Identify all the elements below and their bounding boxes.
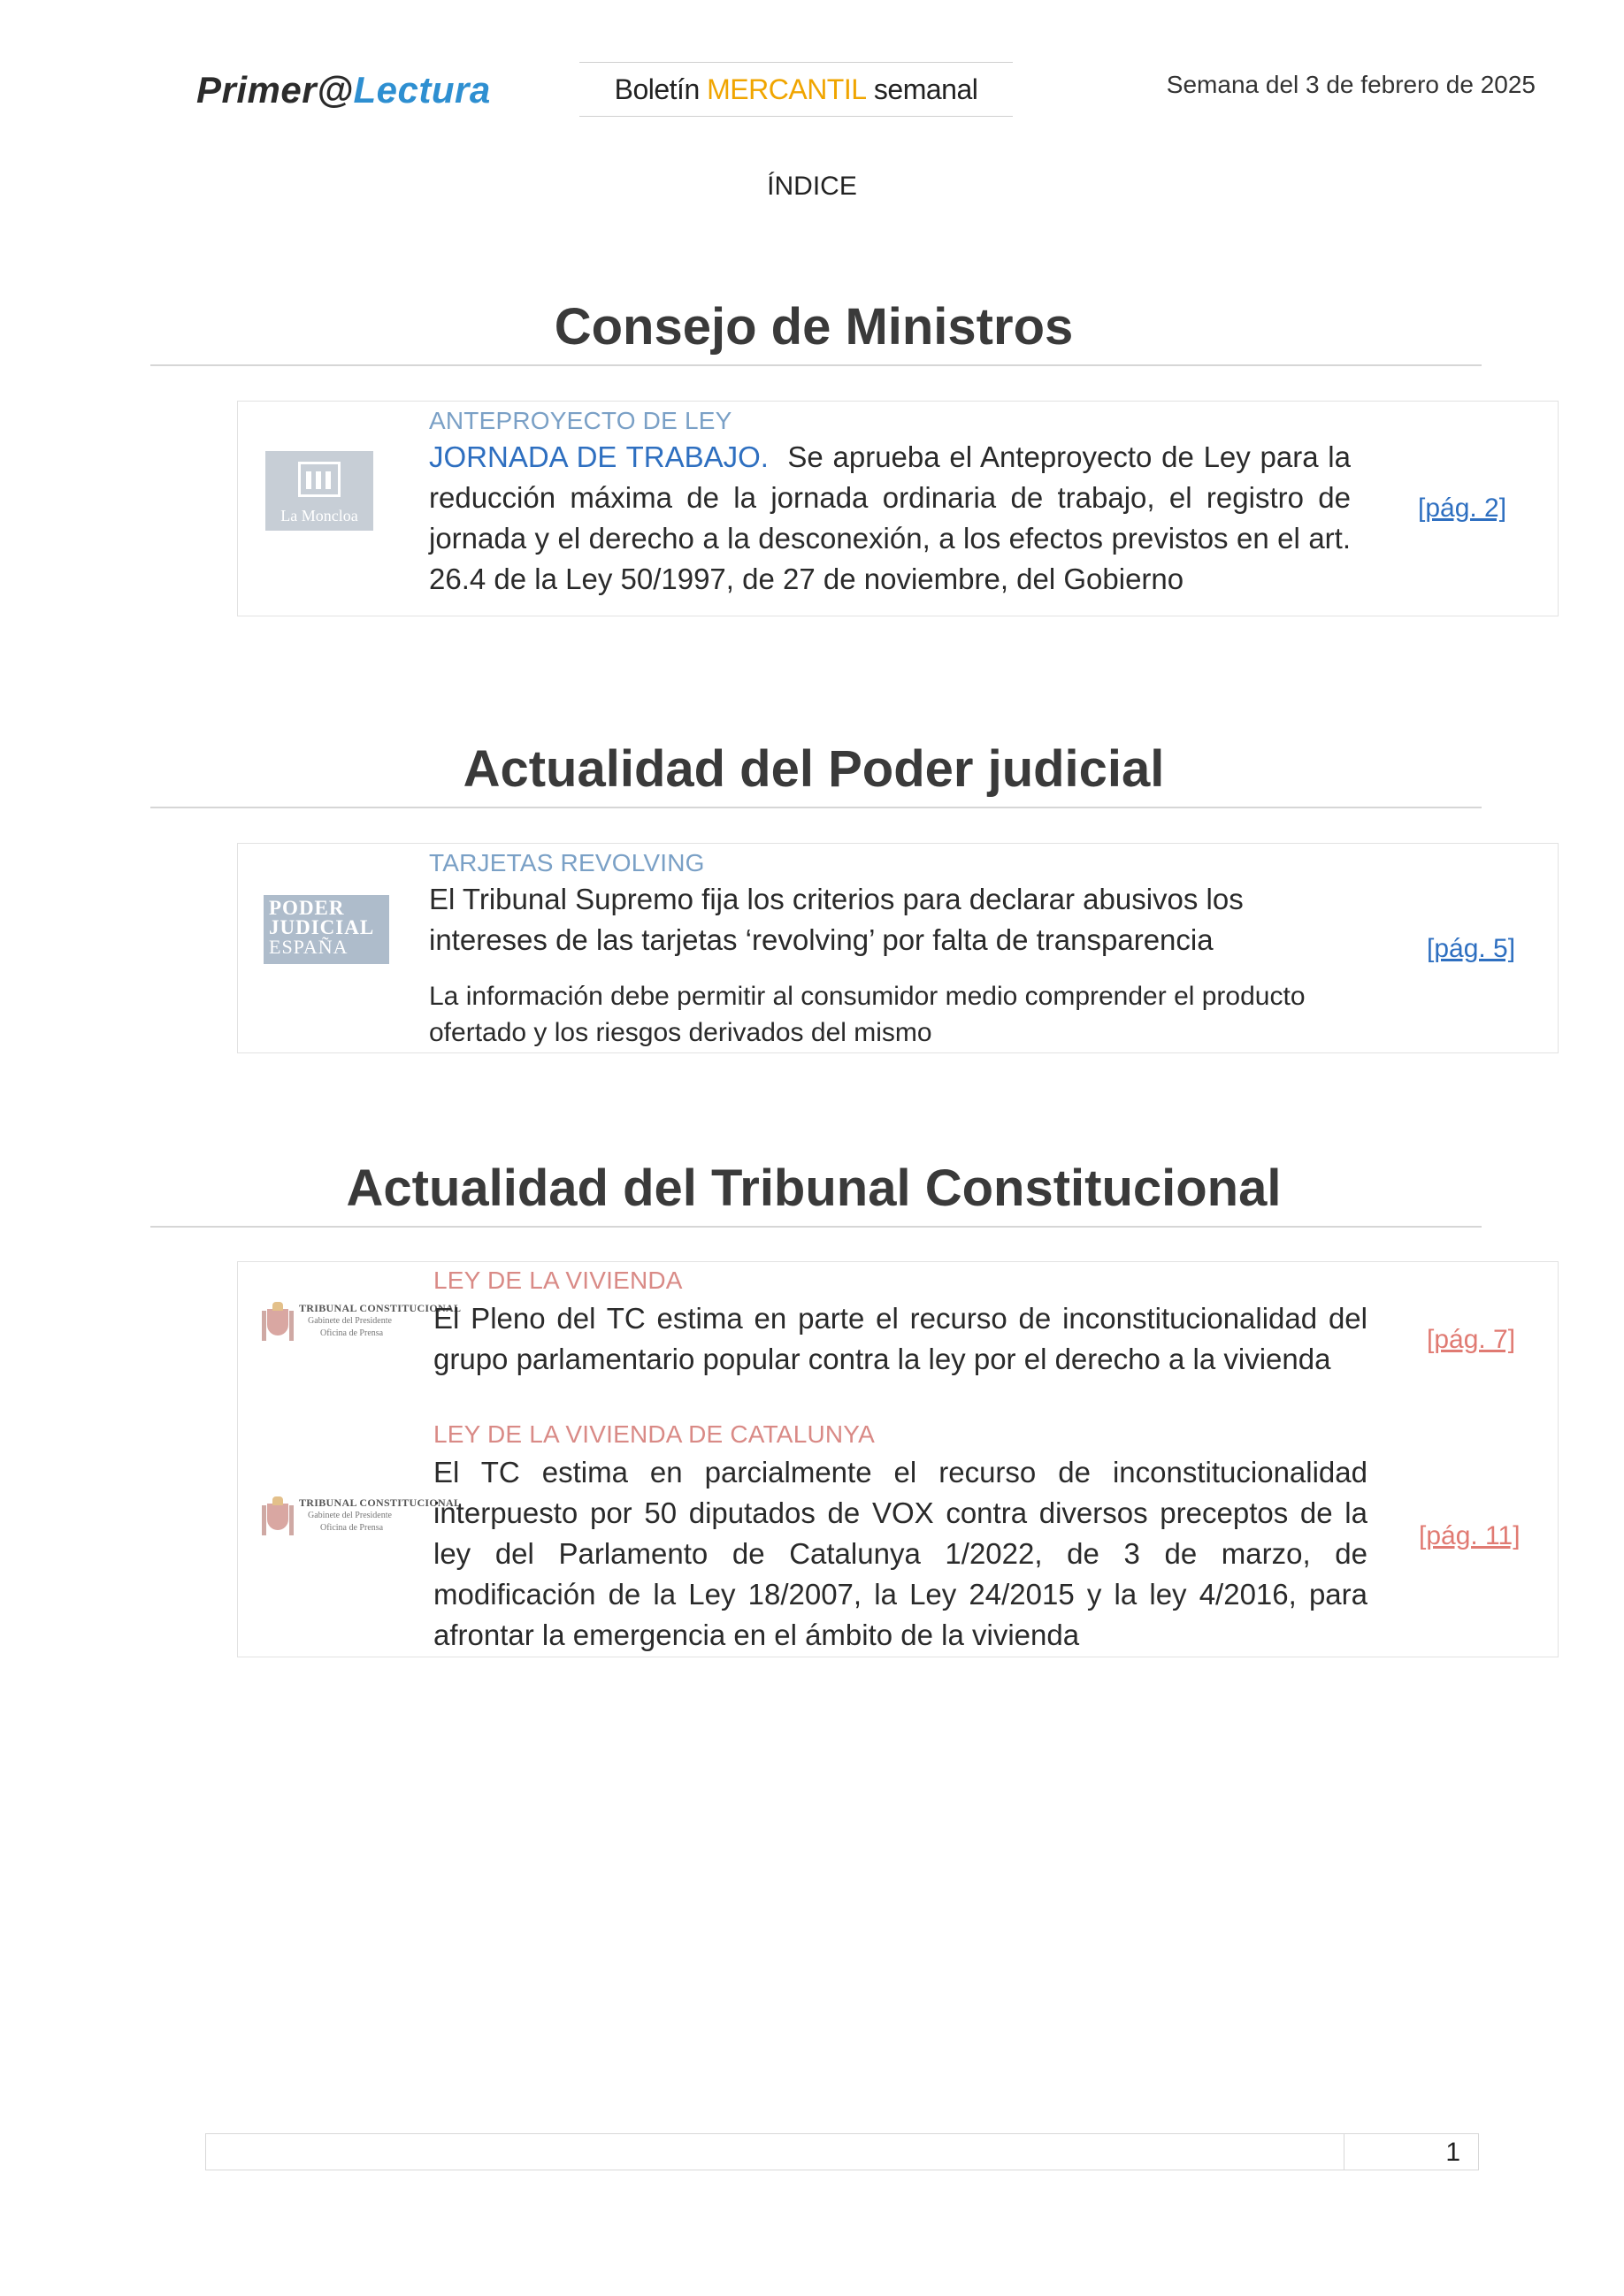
page-link[interactable]: [pág. 5] bbox=[1427, 934, 1516, 963]
coat-of-arms-icon bbox=[262, 1300, 294, 1346]
page-footer bbox=[205, 2133, 1479, 2170]
tribunal-constitucional-logo bbox=[262, 1297, 462, 1350]
poder-judicial-logo bbox=[264, 895, 389, 964]
section-title-tribunal-constitucional: Actualidad del Tribunal Constitucional bbox=[346, 1159, 1282, 1217]
page-link[interactable]: [pág. 7] bbox=[1427, 1325, 1516, 1354]
logo-line: JUDICIAL bbox=[269, 916, 375, 938]
logo-line: Gabinete del Presidente bbox=[308, 1316, 392, 1326]
item-subtext: La información debe permitir al consumidor medio comprender el producto ofertado y los riesgos derivados del mismo bbox=[429, 982, 1306, 1047]
moncloa-building-icon bbox=[298, 462, 341, 497]
item-text: Se aprueba el Anteproyecto de Ley para la reducción máxima de la jornada ordinaria de trabajo, el registro de jornada y el derecho a la desconexión, a los efectos previstos en el art. 26.4 de la Ley 50/1997, de 27 de noviembre, del Gobierno bbox=[429, 440, 1351, 595]
section-title-consejo: Consejo de Ministros bbox=[554, 298, 1074, 356]
bulletin-title bbox=[579, 62, 1013, 117]
coat-of-arms-icon bbox=[262, 1495, 294, 1541]
la-moncloa-logo bbox=[265, 451, 373, 531]
logo-line: Oficina de Prensa bbox=[320, 1523, 384, 1533]
section-divider bbox=[150, 1226, 1482, 1228]
page-link[interactable]: [pág. 2] bbox=[1418, 494, 1507, 523]
item-lead: JORNADA DE TRABAJO. bbox=[429, 440, 769, 473]
logo-line: Oficina de Prensa bbox=[320, 1328, 384, 1338]
item-text: El Tribunal Supremo fija los criterios para declarar abusivos los intereses de las tarjetas ‘revolving’ por falta de transparencia bbox=[429, 883, 1244, 956]
tribunal-constitucional-logo bbox=[262, 1491, 462, 1544]
item-kicker: TARJETAS REVOLVING bbox=[429, 849, 705, 876]
logo-line: Gabinete del Presidente bbox=[308, 1511, 392, 1520]
bulletin-suffix: semanal bbox=[866, 73, 978, 105]
section-divider bbox=[150, 807, 1482, 808]
index-title: ÍNDICE bbox=[767, 172, 857, 201]
item-summary bbox=[429, 437, 1351, 600]
page-number: 1 bbox=[1445, 2138, 1460, 2167]
logo-text-lectura: Lectura bbox=[353, 69, 491, 111]
section-title-poder-judicial: Actualidad del Poder judicial bbox=[463, 740, 1165, 798]
logo-line: TRIBUNAL CONSTITUCIONAL bbox=[299, 1302, 462, 1314]
primera-lectura-logo bbox=[196, 69, 491, 111]
logo-line: ESPAÑA bbox=[269, 936, 349, 958]
item-text: El Pleno del TC estima en parte el recurso de inconstitucionalidad del grupo parlamentario popular contra la ley por el derecho a la vivienda bbox=[433, 1302, 1367, 1375]
logo-line: PODER bbox=[269, 897, 345, 919]
bulletin-prefix: Boletín bbox=[614, 73, 708, 105]
item-kicker: LEY DE LA VIVIENDA DE CATALUNYA bbox=[433, 1420, 875, 1448]
moncloa-logo-label: La Moncloa bbox=[280, 507, 358, 524]
item-kicker: ANTEPROYECTO DE LEY bbox=[429, 407, 732, 434]
bulletin-highlight: MERCANTIL bbox=[707, 73, 867, 105]
page-link[interactable]: [pág. 11] bbox=[1419, 1521, 1521, 1550]
logo-text-primera: Primer@ bbox=[196, 69, 354, 111]
section-divider bbox=[150, 364, 1482, 366]
item-text: El TC estima en parcialmente el recurso de inconstitucionalidad interpuesto por 50 diputados de VOX contra diversos preceptos de la ley del Parlamento de Catalunya 1/2022, de 3 de marzo, de modificación de la Ley 18/2007, la Ley 24/2015 y la ley 4/2016, para afrontar la emergencia en el ámbito de la vivienda bbox=[433, 1456, 1367, 1651]
week-date: Semana del 3 de febrero de 2025 bbox=[1166, 71, 1536, 98]
logo-line: TRIBUNAL CONSTITUCIONAL bbox=[299, 1496, 462, 1509]
item-kicker: LEY DE LA VIVIENDA bbox=[433, 1267, 683, 1294]
